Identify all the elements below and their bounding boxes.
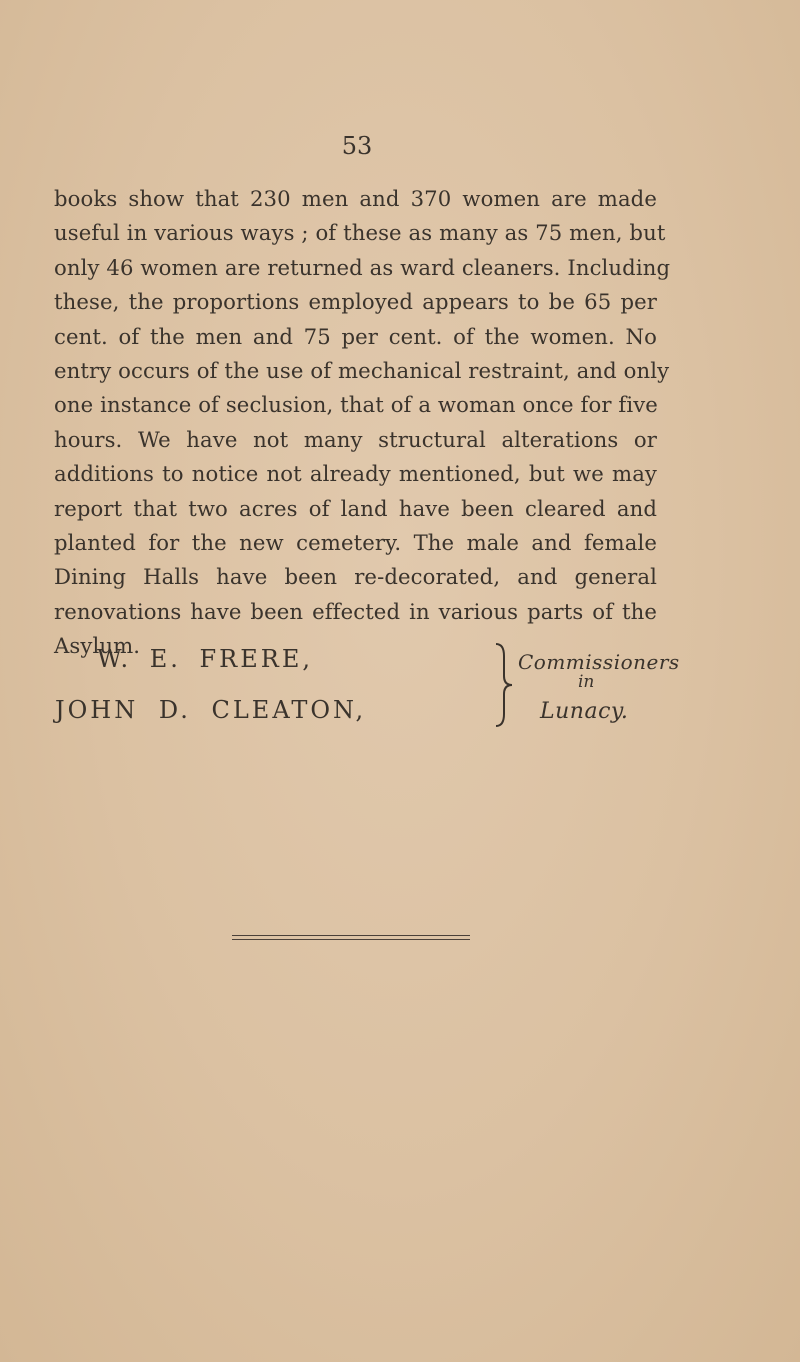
paragraph-line: hours. We have not many structural alterations or [54,426,657,452]
body-paragraph [54,182,671,664]
paragraph-line: one instance of seclusion, that of a woman once for five [54,392,658,418]
paragraph-line: useful in various ways ; of these as many as 75 men, but [54,220,666,246]
paragraph-line: cent. of the men and 75 per cent. of the women. No [54,323,657,349]
right-brace-icon [490,640,520,730]
role-commissioners: Commissioners [518,650,680,674]
paragraph-line: books show that 230 men and 370 women are made [54,186,657,211]
paragraph-line: entry occurs of the use of mechanical restraint, and only [54,358,670,384]
signatory-name-cleaton: JOHN D. CLEATON, [55,696,367,724]
signatory-name-frere: W. E. FRERE, [97,645,313,673]
paragraph-line: Asylum. [54,633,141,659]
paragraph-line: Dining Halls have been re-decorated, and general [54,564,657,590]
paragraph-line: additions to notice not already mentioned, but we may [54,461,657,487]
paragraph-line: these, the proportions employed appears to be 65 per [54,289,657,315]
role-in: in [578,672,595,692]
role-lunacy: Lunacy. [540,699,629,724]
paragraph-line: report that two acres of land have been cleared and [54,495,657,521]
paragraph-line: planted for the new cemetery. The male and female [54,530,657,556]
paragraph-line: renovations have been effected in various parts of the [54,598,657,624]
paragraph-line: only 46 women are returned as ward cleaners. Including [54,254,671,280]
end-rule [232,934,470,941]
page-number: 53 [341,132,373,160]
